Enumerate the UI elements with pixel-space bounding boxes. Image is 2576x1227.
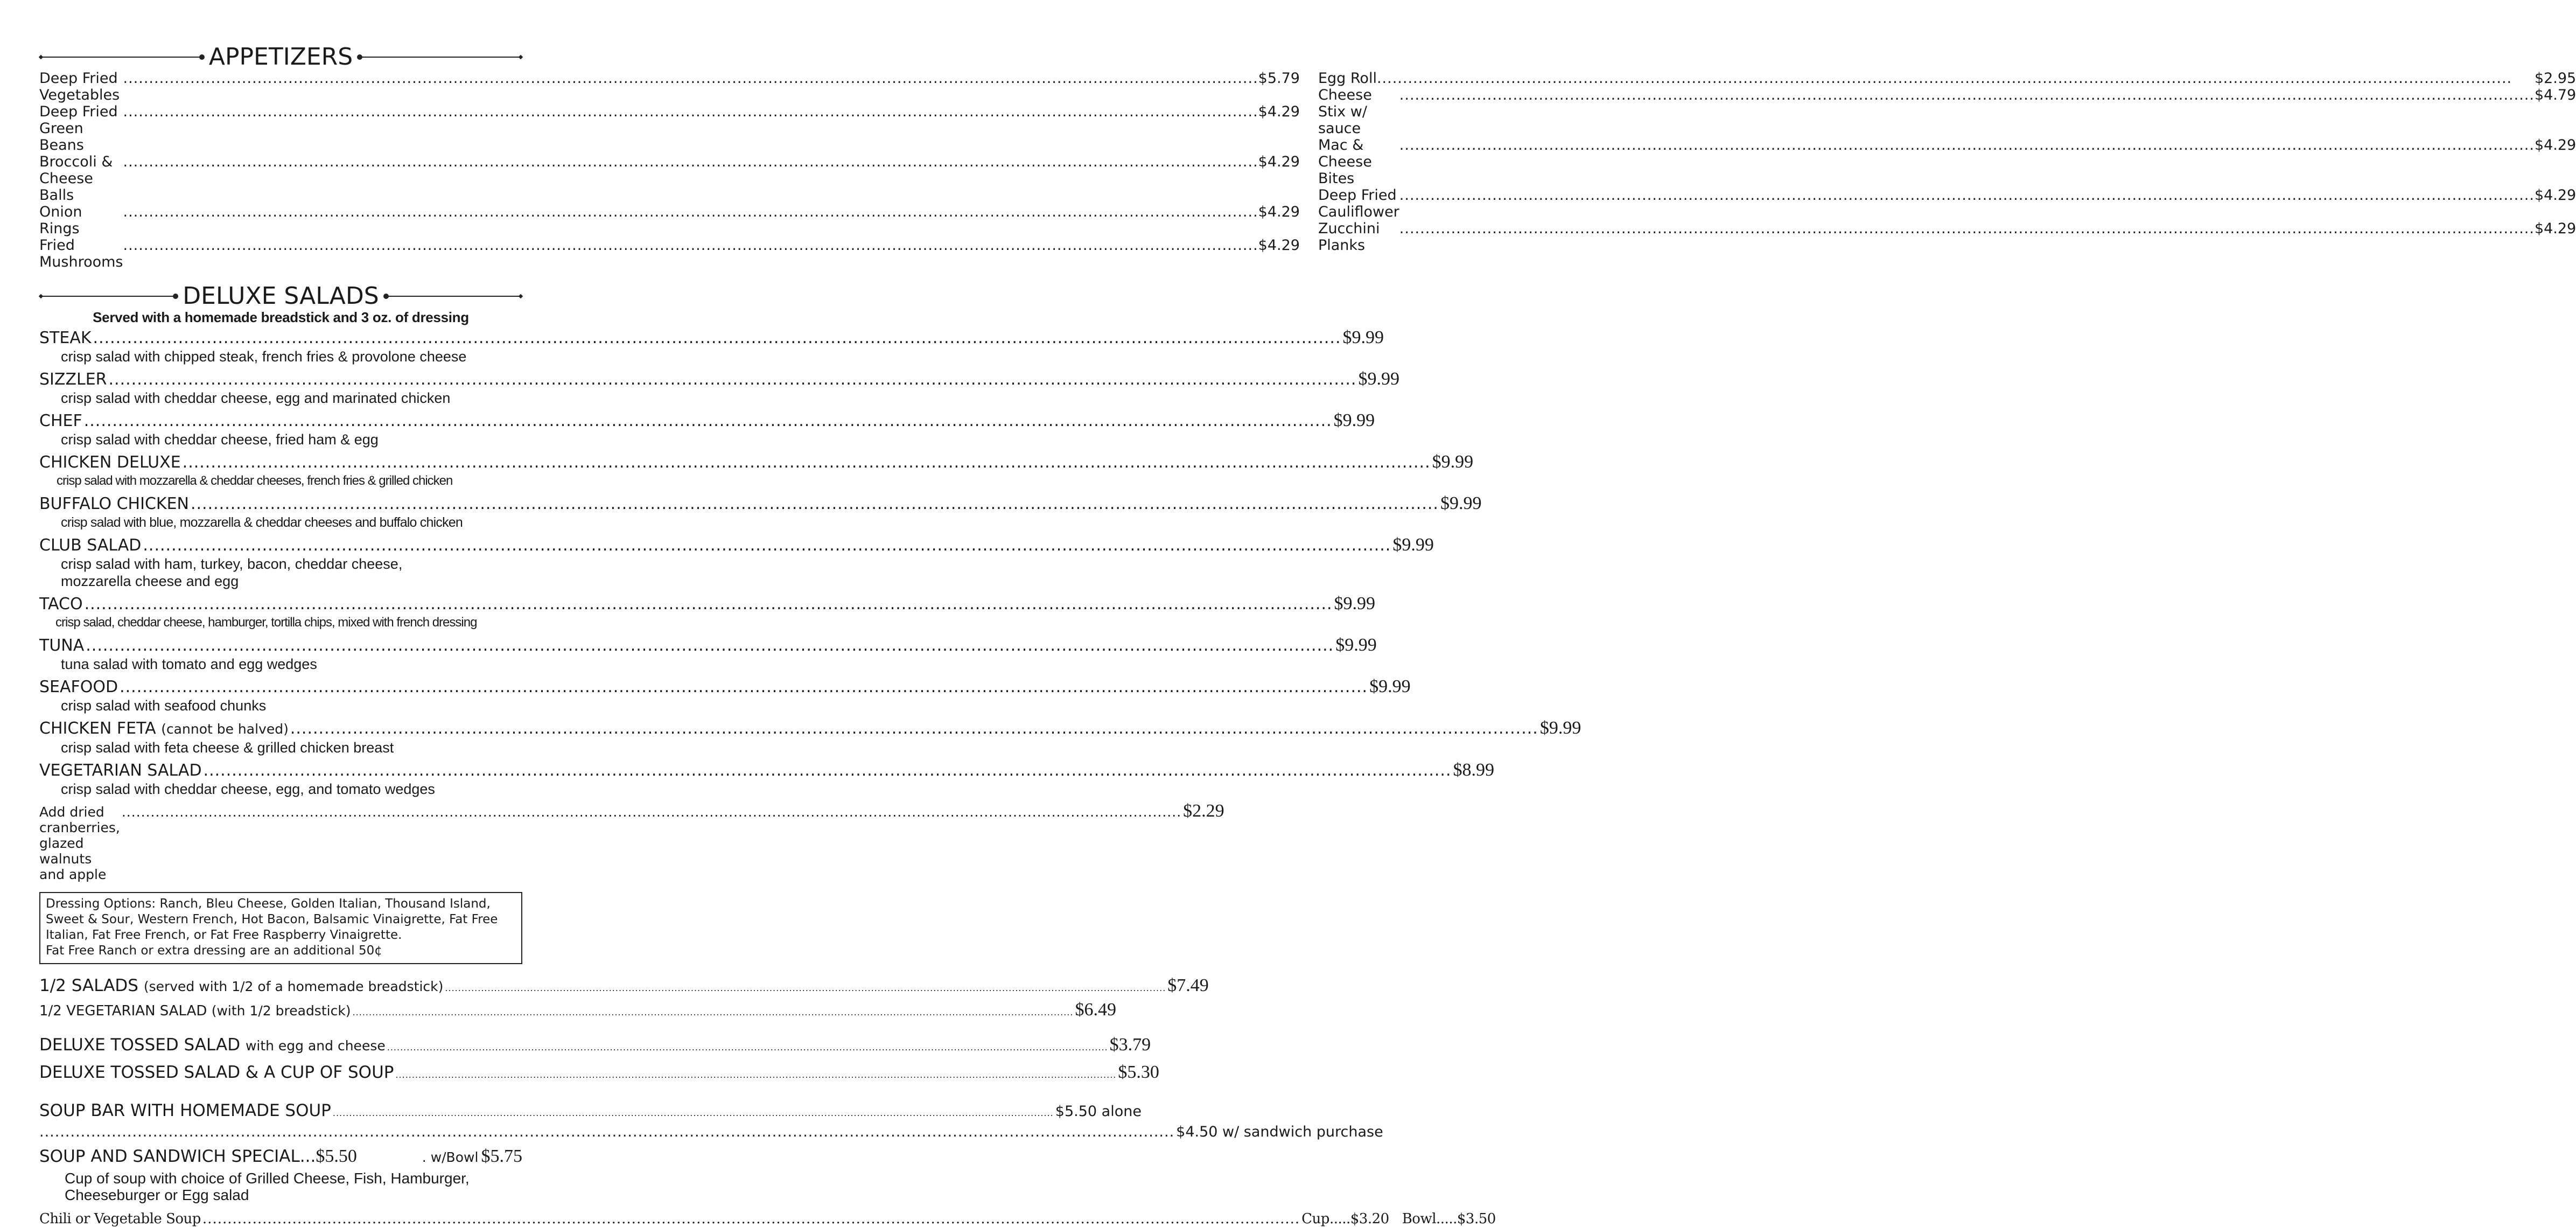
item-name: Fried Mushrooms xyxy=(39,237,123,270)
leader-dots xyxy=(387,1037,1108,1058)
soup-sandwich-special xyxy=(39,1146,522,1203)
item-price: $9.99 xyxy=(1342,327,1384,347)
item-price: $9.99 xyxy=(1369,677,1411,696)
item-name xyxy=(39,1034,386,1057)
salad-item xyxy=(39,635,1377,673)
bowl-price: Bowl.....$3.50 xyxy=(1402,1211,1496,1227)
ornament-rule xyxy=(39,57,201,58)
item-description: crisp salad, cheddar cheese, hamburger, tortilla chips, mixed with french dressing xyxy=(55,615,477,630)
item-name: Chili or Vegetable Soup xyxy=(39,1211,201,1227)
leader-dots xyxy=(333,1103,1054,1124)
item-name: Zucchini Planks xyxy=(1318,220,1380,254)
leader-dots xyxy=(290,719,1538,738)
section-title: APPETIZERS xyxy=(208,43,353,71)
menu-item xyxy=(39,70,1300,103)
leader-dots xyxy=(202,1211,1300,1227)
item-price: $4.29 xyxy=(1258,204,1300,220)
item-name: SEAFOOD xyxy=(39,678,118,696)
leader-dots xyxy=(353,1002,1074,1023)
item-description: Cup of soup with choice of Grilled Cheese, Fish, Hamburger, xyxy=(65,1170,470,1187)
appetizers-heading xyxy=(39,45,522,69)
salad-item xyxy=(39,677,1411,714)
leader-dots xyxy=(122,804,1181,820)
menu-item xyxy=(1318,87,2576,137)
item-price: $2.95 xyxy=(2534,70,2576,87)
item-name: BUFFALO CHICKEN xyxy=(39,494,189,513)
salad-item xyxy=(39,493,1482,531)
leader-dots xyxy=(191,494,1439,514)
item-description: crisp salad with cheddar cheese, egg and marinated chicken xyxy=(61,390,451,406)
salad-item xyxy=(39,327,1384,365)
leader-dots xyxy=(84,412,1332,431)
item-price: $5.79 xyxy=(1258,70,1300,87)
leader-dots xyxy=(39,1124,1174,1140)
item-name: CHICKEN DELUXE xyxy=(39,453,181,472)
item-description: crisp salad with seafood chunks xyxy=(61,698,267,714)
item-description: crisp salad with cheddar cheese, fried ham & egg xyxy=(61,431,379,448)
item-name: STEAK xyxy=(39,329,92,347)
item-name: VEGETARIAN SALAD xyxy=(39,761,202,780)
item-description-continued: Cheeseburger or Egg salad xyxy=(65,1187,249,1203)
bowl-label: . w/Bowl xyxy=(422,1149,479,1165)
item-name: CLUB SALAD xyxy=(39,536,142,555)
item-description: crisp salad with chipped steak, french fries & provolone cheese xyxy=(61,348,467,365)
item-description: crisp salad with ham, turkey, bacon, cheddar cheese, xyxy=(61,556,403,572)
leader-dots xyxy=(123,154,1258,170)
menu-item xyxy=(39,103,1300,154)
salad-item xyxy=(39,718,1581,756)
item-price: $5.50 alone xyxy=(1055,1103,1142,1120)
item-name: SOUP AND SANDWICH SPECIAL... xyxy=(39,1147,316,1166)
item-price: $5.50 xyxy=(316,1146,357,1166)
leader-dots xyxy=(183,453,1431,472)
leader-dots xyxy=(1399,187,2535,204)
item-price: $4.29 xyxy=(2534,137,2576,154)
leader-dots xyxy=(1399,137,2535,154)
item-name: CHICKEN FETA xyxy=(39,719,156,738)
item-price: $9.99 xyxy=(1333,410,1375,430)
item-price: $4.29 xyxy=(2534,220,2576,237)
dressing-line: Sweet & Sour, Western French, Hot Bacon, Balsamic Vinaigrette, Fat Free xyxy=(46,912,498,926)
item-name-text: DELUXE TOSSED SALAD xyxy=(39,1035,241,1055)
item-name: TACO xyxy=(39,595,83,614)
leader-dots xyxy=(123,103,1258,120)
item-price: $4.29 xyxy=(1258,154,1300,170)
leader-dots xyxy=(123,237,1258,254)
item-price: $9.99 xyxy=(1335,635,1377,655)
item-description: crisp salad with mozzarella & cheddar cheeses, french fries & grilled chicken xyxy=(57,473,453,488)
soup-bar xyxy=(39,1100,1383,1140)
item-price: $4.79 xyxy=(2534,87,2576,103)
leader-dots xyxy=(143,536,1391,555)
menu-item xyxy=(39,154,1300,204)
tossed-salads xyxy=(39,1034,1159,1086)
leader-dots xyxy=(204,761,1452,780)
item-name-text: 1/2 SALADS xyxy=(39,976,138,995)
item-name: Mac & Cheese Bites xyxy=(1318,137,1372,187)
menu-item xyxy=(39,999,1116,1023)
salad-item xyxy=(39,410,1375,448)
salad-item xyxy=(39,452,1474,490)
item-name: CHEF xyxy=(39,412,82,430)
item-price: $4.29 xyxy=(1258,237,1300,254)
item-description: crisp salad with cheddar cheese, egg, and tomato wedges xyxy=(61,781,435,797)
item-price: $3.79 xyxy=(1109,1035,1151,1055)
leader-dots xyxy=(445,978,1166,999)
menu-item xyxy=(39,204,1300,237)
item-price: $6.49 xyxy=(1075,1000,1116,1020)
item-description: tuna salad with tomato and egg wedges xyxy=(61,656,317,672)
leader-dots xyxy=(1399,220,2535,237)
item-description: crisp salad with feta cheese & grilled chicken breast xyxy=(61,740,394,756)
leader-dots xyxy=(123,204,1258,220)
ornament-rule xyxy=(360,57,522,58)
dressing-line: Fat Free Ranch or extra dressing are an additional 50¢ xyxy=(46,944,382,958)
leader-dots xyxy=(85,595,1333,614)
appetizers-right-column xyxy=(1318,70,2576,270)
appetizers-list xyxy=(39,70,2576,270)
item-name: DELUXE TOSSED SALAD & A CUP OF SOUP xyxy=(39,1063,394,1082)
addon-text: Add dried cranberries, glazed walnuts and apple xyxy=(39,804,120,882)
item-price: $4.29 xyxy=(2534,187,2576,204)
leader-dots xyxy=(109,370,1357,389)
dressing-line: Italian, Fat Free French, or Fat Free Raspberry Vinaigrette. xyxy=(46,928,402,942)
salad-item xyxy=(39,369,1399,407)
salads-subtitle: Served with a homemade breadstick and 3 oz. of dressing xyxy=(93,309,469,325)
item-price: $8.99 xyxy=(1453,760,1494,780)
ornament-rule xyxy=(387,296,522,297)
menu-page xyxy=(39,43,2576,1227)
leader-dots xyxy=(93,329,1341,348)
chili-soup-item xyxy=(39,1211,1496,1227)
leader-dots xyxy=(1377,70,2535,87)
salad-addon xyxy=(39,801,1224,882)
appetizers-left-column xyxy=(39,70,1300,270)
leader-dots xyxy=(395,1064,1116,1086)
dressing-line: Dressing Options: Ranch, Bleu Cheese, Golden Italian, Thousand Island, xyxy=(46,897,491,911)
dressing-options-box xyxy=(39,892,522,964)
item-price: $4.50 w/ sandwich purchase xyxy=(1176,1124,1383,1140)
menu-item xyxy=(39,1034,1151,1058)
item-name: Broccoli & Cheese Balls xyxy=(39,154,113,204)
item-price: $9.99 xyxy=(1440,493,1482,513)
item-name: Cheese Stix w/ sauce xyxy=(1318,87,1372,137)
item-name: Egg Roll xyxy=(1318,70,1377,87)
bowl-price: $5.75 xyxy=(481,1146,522,1166)
leader-dots xyxy=(123,70,1258,87)
leader-dots xyxy=(1399,87,2535,103)
half-salads xyxy=(39,975,1209,1023)
item-name: Onion Rings xyxy=(39,204,82,237)
salads-heading xyxy=(39,284,522,308)
item-name: Deep Fried Cauliflower xyxy=(1318,187,1399,220)
menu-item xyxy=(1318,187,2576,220)
menu-item xyxy=(39,1100,1142,1124)
salad-item xyxy=(39,760,1494,798)
cup-price: Cup.....$3.20 xyxy=(1301,1211,1389,1227)
menu-item xyxy=(39,237,1300,270)
item-note: (served with 1/2 of a homemade breadstick) xyxy=(143,979,444,994)
item-note: (with 1/2 breadstick) xyxy=(211,1003,351,1019)
item-description: crisp salad with blue, mozzarella & cheddar cheeses and buffalo chicken xyxy=(61,515,463,530)
item-note: with egg and cheese xyxy=(245,1038,386,1054)
ornament-rule xyxy=(39,296,175,297)
menu-item xyxy=(39,1062,1159,1086)
item-name xyxy=(39,1000,351,1022)
salad-item xyxy=(39,594,1376,631)
item-price: $9.99 xyxy=(1334,594,1376,614)
item-price: $7.49 xyxy=(1167,975,1209,995)
item-price: $9.99 xyxy=(1358,369,1399,389)
leader-dots xyxy=(86,636,1334,656)
item-price: $9.99 xyxy=(1392,535,1434,555)
item-name: Deep Fried Green Beans xyxy=(39,103,118,154)
item-name: SIZZLER xyxy=(39,370,107,389)
salad-item xyxy=(39,535,1434,590)
item-description-continued: mozzarella cheese and egg xyxy=(61,573,239,589)
menu-item xyxy=(1318,70,2576,87)
item-price: $4.29 xyxy=(1258,103,1300,120)
item-name xyxy=(39,975,443,998)
menu-item xyxy=(39,1146,522,1170)
item-name: Deep Fried Vegetables xyxy=(39,70,120,103)
item-note: (cannot be halved) xyxy=(161,721,289,737)
item-price: $9.99 xyxy=(1539,718,1581,738)
item-name: SOUP BAR WITH HOMEMADE SOUP xyxy=(39,1101,331,1120)
menu-item-line xyxy=(39,1124,1383,1140)
menu-item xyxy=(1318,137,2576,187)
menu-item xyxy=(39,975,1209,999)
item-price: $9.99 xyxy=(1432,452,1474,472)
addon-price: $2.29 xyxy=(1183,801,1224,821)
leader-dots xyxy=(120,678,1368,697)
item-name-text: 1/2 VEGETARIAN SALAD xyxy=(39,1003,207,1019)
item-name: TUNA xyxy=(39,636,85,655)
item-price: $5.30 xyxy=(1118,1062,1159,1082)
menu-item xyxy=(1318,220,2576,254)
section-title: DELUXE SALADS xyxy=(183,282,379,310)
